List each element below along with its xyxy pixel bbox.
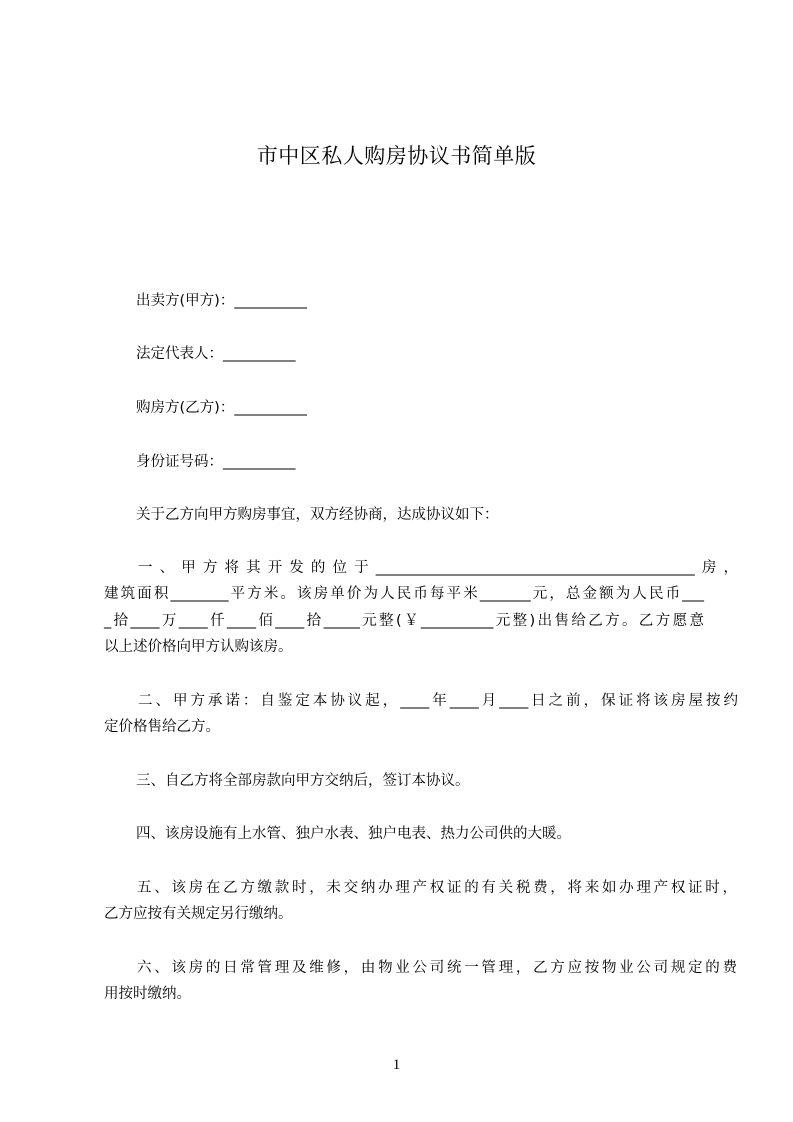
clause-2-line-1: 二、甲方承诺：自鉴定本协议起，____年____月____日之前，保证将该房屋按约 (138, 693, 738, 709)
clause-6-line-1: 六、该房的日常管理及维修，由物业公司统一管理，乙方应按物业公司规定的费 (137, 960, 737, 976)
page-number: 1 (392, 1057, 401, 1073)
clause-3-line-1: 三、自乙方将全部房款向甲方交纳后，签订本协议。 (136, 773, 470, 789)
buyer-field: 购房方(乙方)：__________ (136, 400, 307, 416)
legal-representative-field: 法定代表人：__________ (136, 346, 296, 362)
clause-5-line-2: 乙方应按有关规定另行缴纳。 (104, 906, 293, 922)
seller-field: 出卖方(甲方)：__________ (136, 293, 307, 309)
document-title: 市中区私人购房协议书简单版 (256, 144, 537, 168)
clause-1-line-2: 建筑面积________平方米。该房单价为人民币每平米_______元，总金额为人民币___ (104, 586, 704, 602)
clause-1-line-3: _拾____万____仟____佰____拾_____元整(￥__________元整)出售给乙方。乙方愿意 (104, 613, 704, 629)
clause-5-line-1: 五、该房在乙方缴款时，未交纳办理产权证的有关税费，将来如办理产权证时， (137, 880, 737, 896)
clause-1-line-1: 一、甲方将其开发的位于____________________________________________房， (138, 560, 738, 576)
intro-paragraph: 关于乙方向甲方购房事宜，双方经协商，达成协议如下： (136, 507, 499, 523)
clause-6-line-2: 用按时缴纳。 (104, 986, 191, 1002)
clause-4-line-1: 四、该房设施有上水管、独户水表、独户电表、热力公司供的大暖。 (136, 826, 571, 842)
clause-1-line-4: 以上述价格向甲方认购该房。 (104, 639, 293, 655)
clause-2-line-2: 定价格售给乙方。 (104, 719, 220, 735)
id-number-field: 身份证号码：__________ (136, 454, 296, 470)
